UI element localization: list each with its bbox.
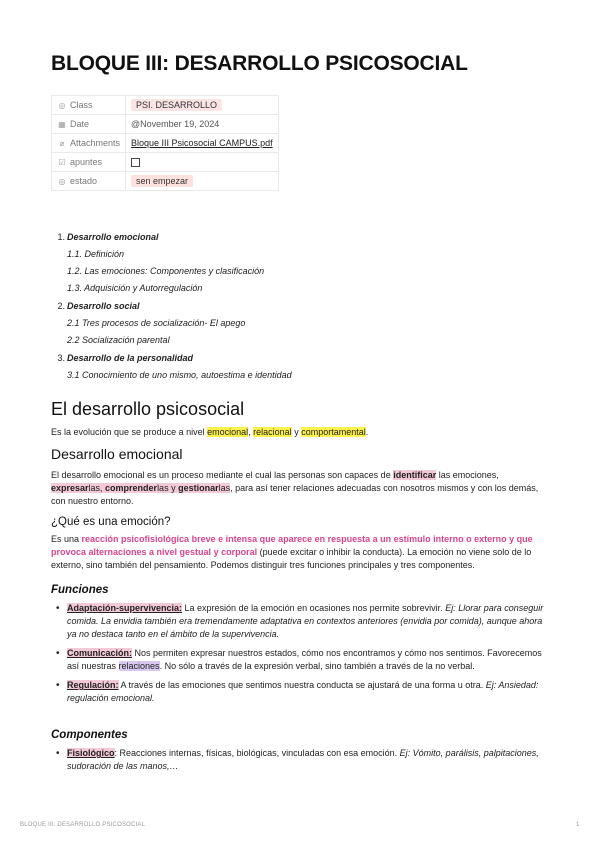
section-emocion xyxy=(51,516,551,572)
circle-icon: ◎ xyxy=(58,177,66,186)
section-heading: Funciones xyxy=(51,584,109,596)
section-funciones xyxy=(51,584,551,705)
properties-table xyxy=(51,95,279,191)
funciones-list xyxy=(51,602,551,705)
property-key: estado xyxy=(70,176,98,186)
toc-subitem[interactable]: 2.1 Tres procesos de socialización- El apego xyxy=(67,318,246,328)
toc-subitem[interactable]: 2.2 Socialización parental xyxy=(67,335,170,345)
attachment-link[interactable]: Bloque III Psicosocial CAMPUS.pdf xyxy=(131,138,273,148)
list-item: • Comunicación: Nos permiten expresar nuestros estados, cómo nos encontramos y cómo nos sentimos. Favorecemos así nuestras relaciones. No sólo a través de la expresión verbal, sino también a través de la no verbal. xyxy=(51,647,551,673)
paperclip-icon: ⌀ xyxy=(59,139,65,148)
paragraph: El desarrollo emocional es un proceso mediante el cual las personas son capaces de identificar las emociones, expresarlas, comprenderlas y gestionarlas, para así tener relaciones adecuadas con nosotros mismos y con los demás, con nuestro entorno. xyxy=(51,470,539,506)
list-item: • Adaptación-supervivencia: La expresión de la emoción en ocasiones nos permite sobrevivir. Ej: Llorar para conseguir comida. La envidia también era tremendamente adaptativa en contextos anteriores (envidia por comida), aunque ahora ya no destaca tanto en el ámbito de la supervivencia. xyxy=(51,602,551,641)
toc-subitem[interactable]: 3.1 Conocimiento de uno mismo, autoestima e identidad xyxy=(67,370,292,380)
list-item: • Fisiológico: Reacciones internas, físicas, biológicas, vinculadas con esa emoción. Ej: Vómito, parálisis, palpitaciones, sudoración de las manos,… xyxy=(51,747,551,773)
toc-item[interactable]: 3. Desarrollo de la personalidad xyxy=(57,353,194,363)
calendar-icon: ▦ xyxy=(58,120,66,129)
apuntes-checkbox[interactable] xyxy=(131,158,140,167)
checkbox-icon: ☑ xyxy=(58,158,66,167)
toc-subitem[interactable]: 1.2. Las emociones: Componentes y clasificación xyxy=(67,266,265,276)
section-emocional xyxy=(51,446,551,508)
section-heading: El desarrollo psicosocial xyxy=(51,399,245,419)
paragraph: Es la evolución que se produce a nivel emocional, relacional y comportamental. xyxy=(51,427,369,437)
toc-item[interactable]: 2. Desarrollo social xyxy=(57,301,140,311)
section-componentes xyxy=(51,729,551,773)
property-row-estado[interactable] xyxy=(52,172,279,191)
property-key: Class xyxy=(70,100,93,110)
property-key: Attachments xyxy=(70,138,121,148)
circle-icon: ◎ xyxy=(58,101,66,110)
class-tag: PSI. DESARROLLO xyxy=(131,99,222,111)
toc-item[interactable]: 1. Desarrollo emocional xyxy=(57,232,159,242)
section-psicosocial xyxy=(51,399,551,439)
property-key: Date xyxy=(70,119,90,129)
list-item: • Regulación: A través de las emociones que sentimos nuestra conducta se ajustará de una forma u otra. Ej: Ansiedad: regulación emocional. xyxy=(51,679,551,705)
section-heading: Desarrollo emocional xyxy=(51,446,183,462)
paragraph: Es una reacción psicofisiológica breve e intensa que aparece en respuesta a un estímulo interno o externo y que provoca alternaciones a nivel gestual y corporal (puede excitar o inhibir la conducta). La emoción no viene solo de lo externo, sino también del pensamiento. Podemos distinguir tres funciones principales y tres componentes. xyxy=(51,534,533,570)
status-tag: sen empezar xyxy=(131,175,193,187)
property-row-date[interactable] xyxy=(52,115,279,134)
property-key: apuntes xyxy=(70,157,103,167)
componentes-list xyxy=(51,747,551,773)
toc-subitem[interactable]: 1.1. Definición xyxy=(67,249,125,259)
page-title: BLOQUE III: DESARROLLO PSICOSOCIAL xyxy=(51,52,468,75)
property-row-attachments[interactable] xyxy=(52,134,279,153)
footer-title: BLOQUE III: DESARROLLO PSICOSOCIAL xyxy=(20,822,146,828)
property-row-apuntes[interactable] xyxy=(52,153,279,172)
date-value: @November 19, 2024 xyxy=(131,119,220,129)
page-number: 1 xyxy=(576,822,580,828)
property-row-class[interactable] xyxy=(52,96,279,115)
section-heading: Componentes xyxy=(51,729,128,741)
section-heading: ¿Qué es una emoción? xyxy=(51,516,171,528)
toc-subitem[interactable]: 1.3. Adquisición y Autorregulación xyxy=(67,283,203,293)
